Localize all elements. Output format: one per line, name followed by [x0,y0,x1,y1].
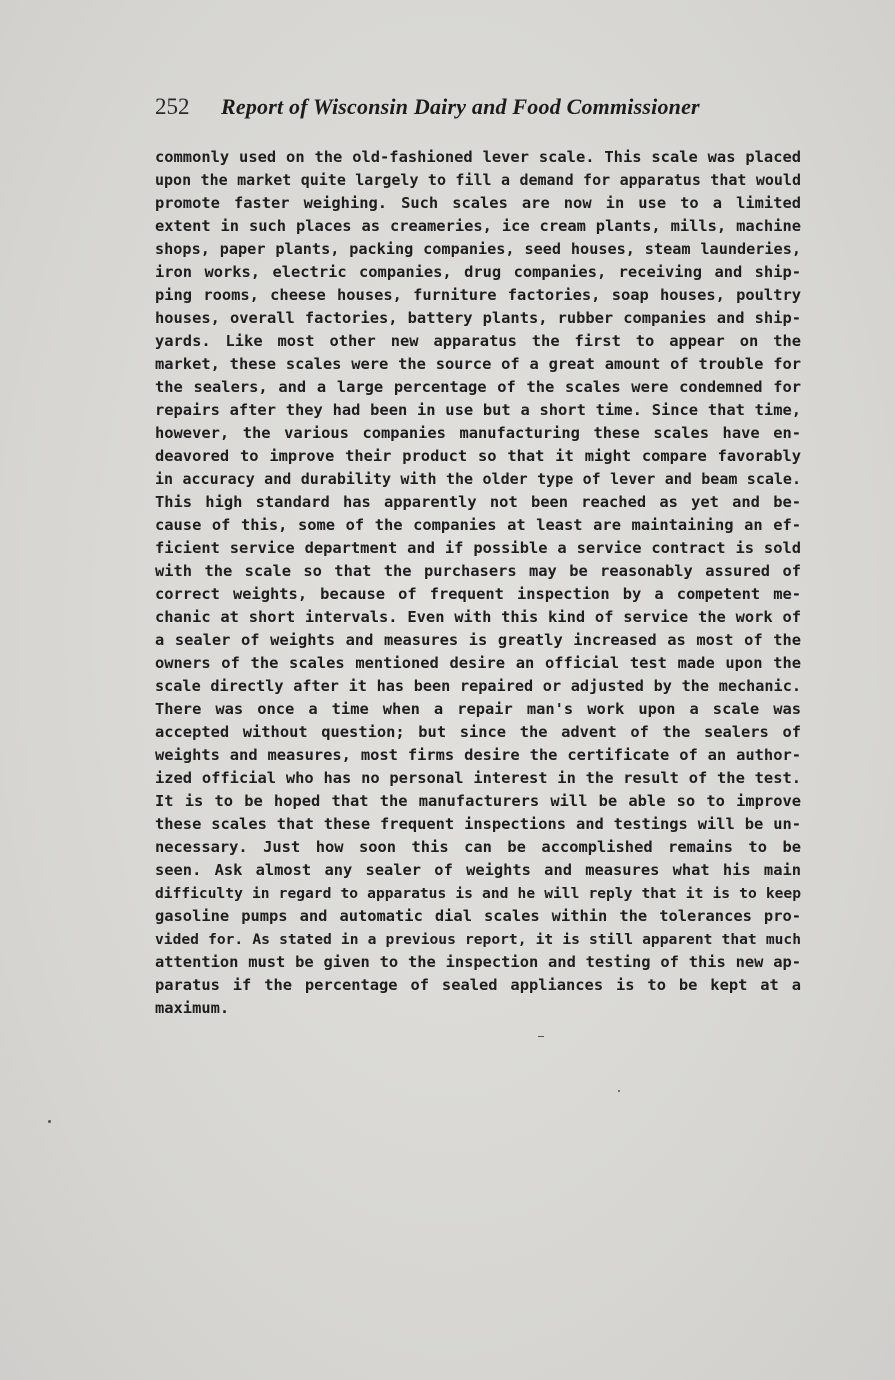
text-line: repairs after they had been in use but a short time. Since that time, [155,401,801,419]
text-line: in accuracy and durability with the older type of lever and beam scale. [155,470,801,488]
text-line: correct weights, because of frequent inspection by a competent me- [155,585,801,603]
text-line: maximum. [155,999,230,1017]
text-line: There was once a time when a repair man's work upon a scale was [155,700,801,718]
text-line: necessary. Just how soon this can be accomplished remains to be [155,838,801,856]
text-line: the sealers, and a large percentage of the scales were condemned for [155,378,801,396]
text-line: these scales that these frequent inspections and testings will be un- [155,815,801,833]
running-title: Report of Wisconsin Dairy and Food Commissioner [221,94,700,119]
text-line: houses, overall factories, battery plants, rubber companies and ship- [155,309,801,327]
paper-speck [618,1090,620,1092]
paper-speck [538,1036,544,1037]
text-line: upon the market quite largely to fill a demand for apparatus that would [155,171,801,189]
text-line: vided for. As stated in a previous report, it is still apparent that much [155,931,801,948]
text-line: It is to be hoped that the manufacturers will be able so to improve [155,792,801,810]
text-line: yards. Like most other new apparatus the first to appear on the [155,332,801,350]
text-line: ized official who has no personal interest in the result of the test. [155,769,801,787]
text-line: ping rooms, cheese houses, furniture factories, soap houses, poultry [155,286,801,304]
text-line: attention must be given to the inspection and testing of this new ap- [155,953,801,971]
text-line: extent in such places as creameries, ice cream plants, mills, machine [155,217,801,235]
text-line: however, the various companies manufacturing these scales have en- [155,424,801,442]
text-line: paratus if the percentage of sealed appliances is to be kept at a [155,976,801,994]
text-line: a sealer of weights and measures is greatly increased as most of the [155,631,801,649]
text-line: deavored to improve their product so that it might compare favorably [155,447,801,465]
text-line: commonly used on the old-fashioned lever scale. This scale was placed [155,148,801,166]
text-line: scale directly after it has been repaired or adjusted by the mechanic. [155,677,801,695]
text-line: iron works, electric companies, drug companies, receiving and ship- [155,263,801,281]
text-line: ficient service department and if possible a service contract is sold [155,539,801,557]
page-header [155,90,755,126]
text-line: chanic at short intervals. Even with this kind of service the work of [155,608,801,626]
page-number: 252 [155,94,190,119]
text-line: weights and measures, most firms desire the certificate of an author- [155,746,801,764]
paper-speck [48,1120,51,1123]
text-line: accepted without question; but since the advent of the sealers of [155,723,801,741]
text-line: difficulty in regard to apparatus is and he will reply that it is to keep [155,885,801,902]
text-line: promote faster weighing. Such scales are now in use to a limited [155,194,801,212]
text-line: This high standard has apparently not been reached as yet and be- [155,493,801,511]
text-line: market, these scales were the source of a great amount of trouble for [155,355,801,373]
body-paragraph [155,146,801,1020]
text-line: seen. Ask almost any sealer of weights and measures what his main [155,861,801,879]
text-line: cause of this, some of the companies at least are maintaining an ef- [155,516,801,534]
text-line: owners of the scales mentioned desire an official test made upon the [155,654,801,672]
text-line: gasoline pumps and automatic dial scales within the tolerances pro- [155,907,801,925]
text-line: shops, paper plants, packing companies, seed houses, steam launderies, [155,240,801,258]
text-line: with the scale so that the purchasers may be reasonably assured of [155,562,801,580]
